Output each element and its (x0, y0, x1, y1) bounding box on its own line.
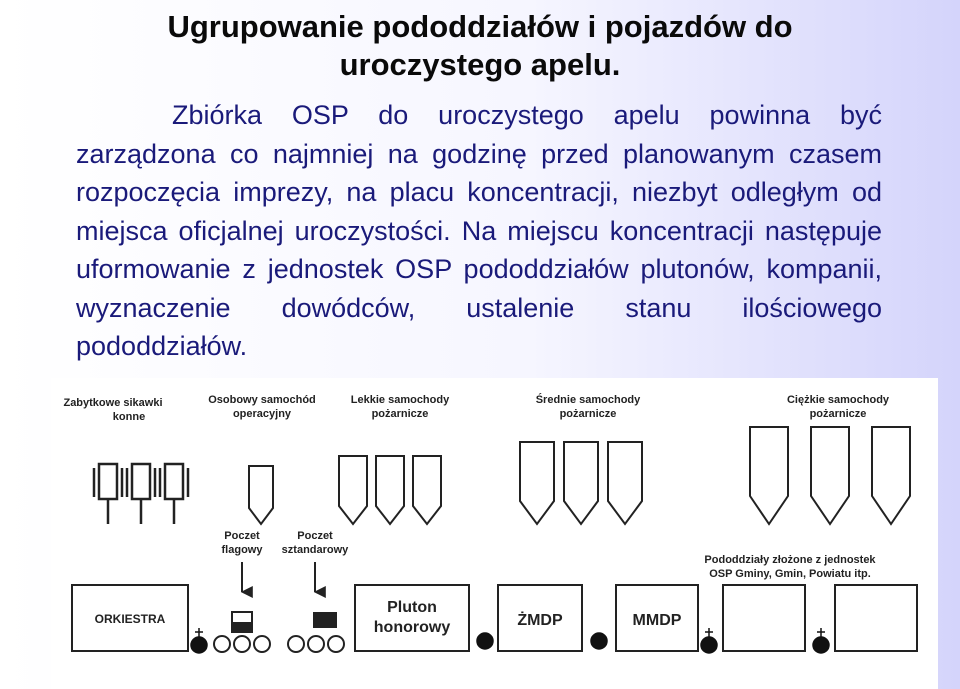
poczet-sztandarowy-group (288, 613, 344, 652)
vehicle-lekki-1 (339, 456, 367, 524)
title-line-1: Ugrupowanie pododdziałów i pojazdów do (167, 9, 793, 44)
label-srednie-line2: pożarnicze (559, 408, 617, 420)
box-unit-a (723, 585, 805, 651)
label-ciezkie-line1: Ciężkie samochody (786, 394, 890, 406)
body-paragraph: Zbiórka OSP do uroczystego apelu powinna być zarządzona co najmniej na godzinę przed planowanym czasem rozpoczęcia imprezy, na placu koncentracji, niezbyt odległym od miejsca oficjalnej uroczystości. Na miejscu koncentracji następuje uformowanie z jednostek OSP pododdziałów plutonów, kompanii, wyznaczenie dowódców, ustalenie stanu ilościowego pododdziałów. (76, 100, 882, 361)
box-orkiestra-label: ORKIESTRA (94, 612, 166, 626)
zabytkowe-sikawki-group (94, 464, 188, 524)
label-ciezkie-line2: pożarnicze (809, 408, 867, 420)
vehicle-lekki-2 (376, 456, 404, 524)
horse-pump-3 (160, 464, 188, 524)
vehicle-sredni-1 (520, 442, 554, 524)
formation-diagram-svg (51, 378, 938, 689)
label-zabytkowe-line1: Zabytkowe sikawki (63, 397, 163, 409)
label-osobowy-line1: Osobowy samochód (208, 394, 316, 406)
label-osobowy-line2: operacyjny (232, 408, 292, 420)
box-unit-b (835, 585, 917, 651)
label-zabytkowe-line2: konne (112, 411, 146, 423)
commander-marker-4 (701, 628, 717, 653)
note-line1: Pododdziały złożone z jednostek (704, 554, 876, 566)
vehicle-sredni-3 (608, 442, 642, 524)
poczet-sztandarowy-line2: sztandarowy (281, 544, 349, 556)
commander-marker-2 (477, 633, 493, 649)
commander-marker-1 (191, 628, 207, 653)
poczet-sztandarowy-line1: Poczet (297, 530, 333, 542)
box-pluton-label-line1: Pluton (387, 599, 437, 616)
formation-diagram (51, 378, 938, 689)
note-line2: OSP Gminy, Gmin, Powiatu itp. (709, 568, 871, 580)
vehicle-symbols (249, 427, 910, 524)
vehicle-ciezki-2 (811, 427, 849, 524)
box-pluton-label-line2: honorowy (373, 619, 451, 636)
title-line-2: uroczystego apelu. (339, 47, 621, 82)
horse-pump-2 (127, 464, 155, 524)
poczet-flagowy-group (214, 612, 270, 652)
commander-marker-3 (591, 633, 607, 649)
vehicle-ciezki-1 (750, 427, 788, 524)
vehicle-lekki-3 (413, 456, 441, 524)
horse-pump-1 (94, 464, 122, 524)
commander-marker-5 (813, 628, 829, 653)
box-mmdp-label: MMDP (632, 612, 682, 629)
label-srednie-line1: Średnie samochody (535, 394, 641, 406)
label-lekkie-line1: Lekkie samochody (350, 394, 450, 406)
vehicle-osobowy (249, 466, 273, 524)
vehicle-sredni-2 (564, 442, 598, 524)
box-pluton-honorowy (355, 585, 469, 651)
body-paragraph-block (76, 96, 882, 366)
vehicle-ciezki-3 (872, 427, 910, 524)
box-zmdp-label: ŻMDP (517, 612, 563, 629)
slide-title (40, 8, 920, 84)
poczet-flagowy-line2: flagowy (221, 544, 263, 556)
label-lekkie-line2: pożarnicze (371, 408, 429, 420)
poczet-flagowy-line1: Poczet (224, 530, 260, 542)
